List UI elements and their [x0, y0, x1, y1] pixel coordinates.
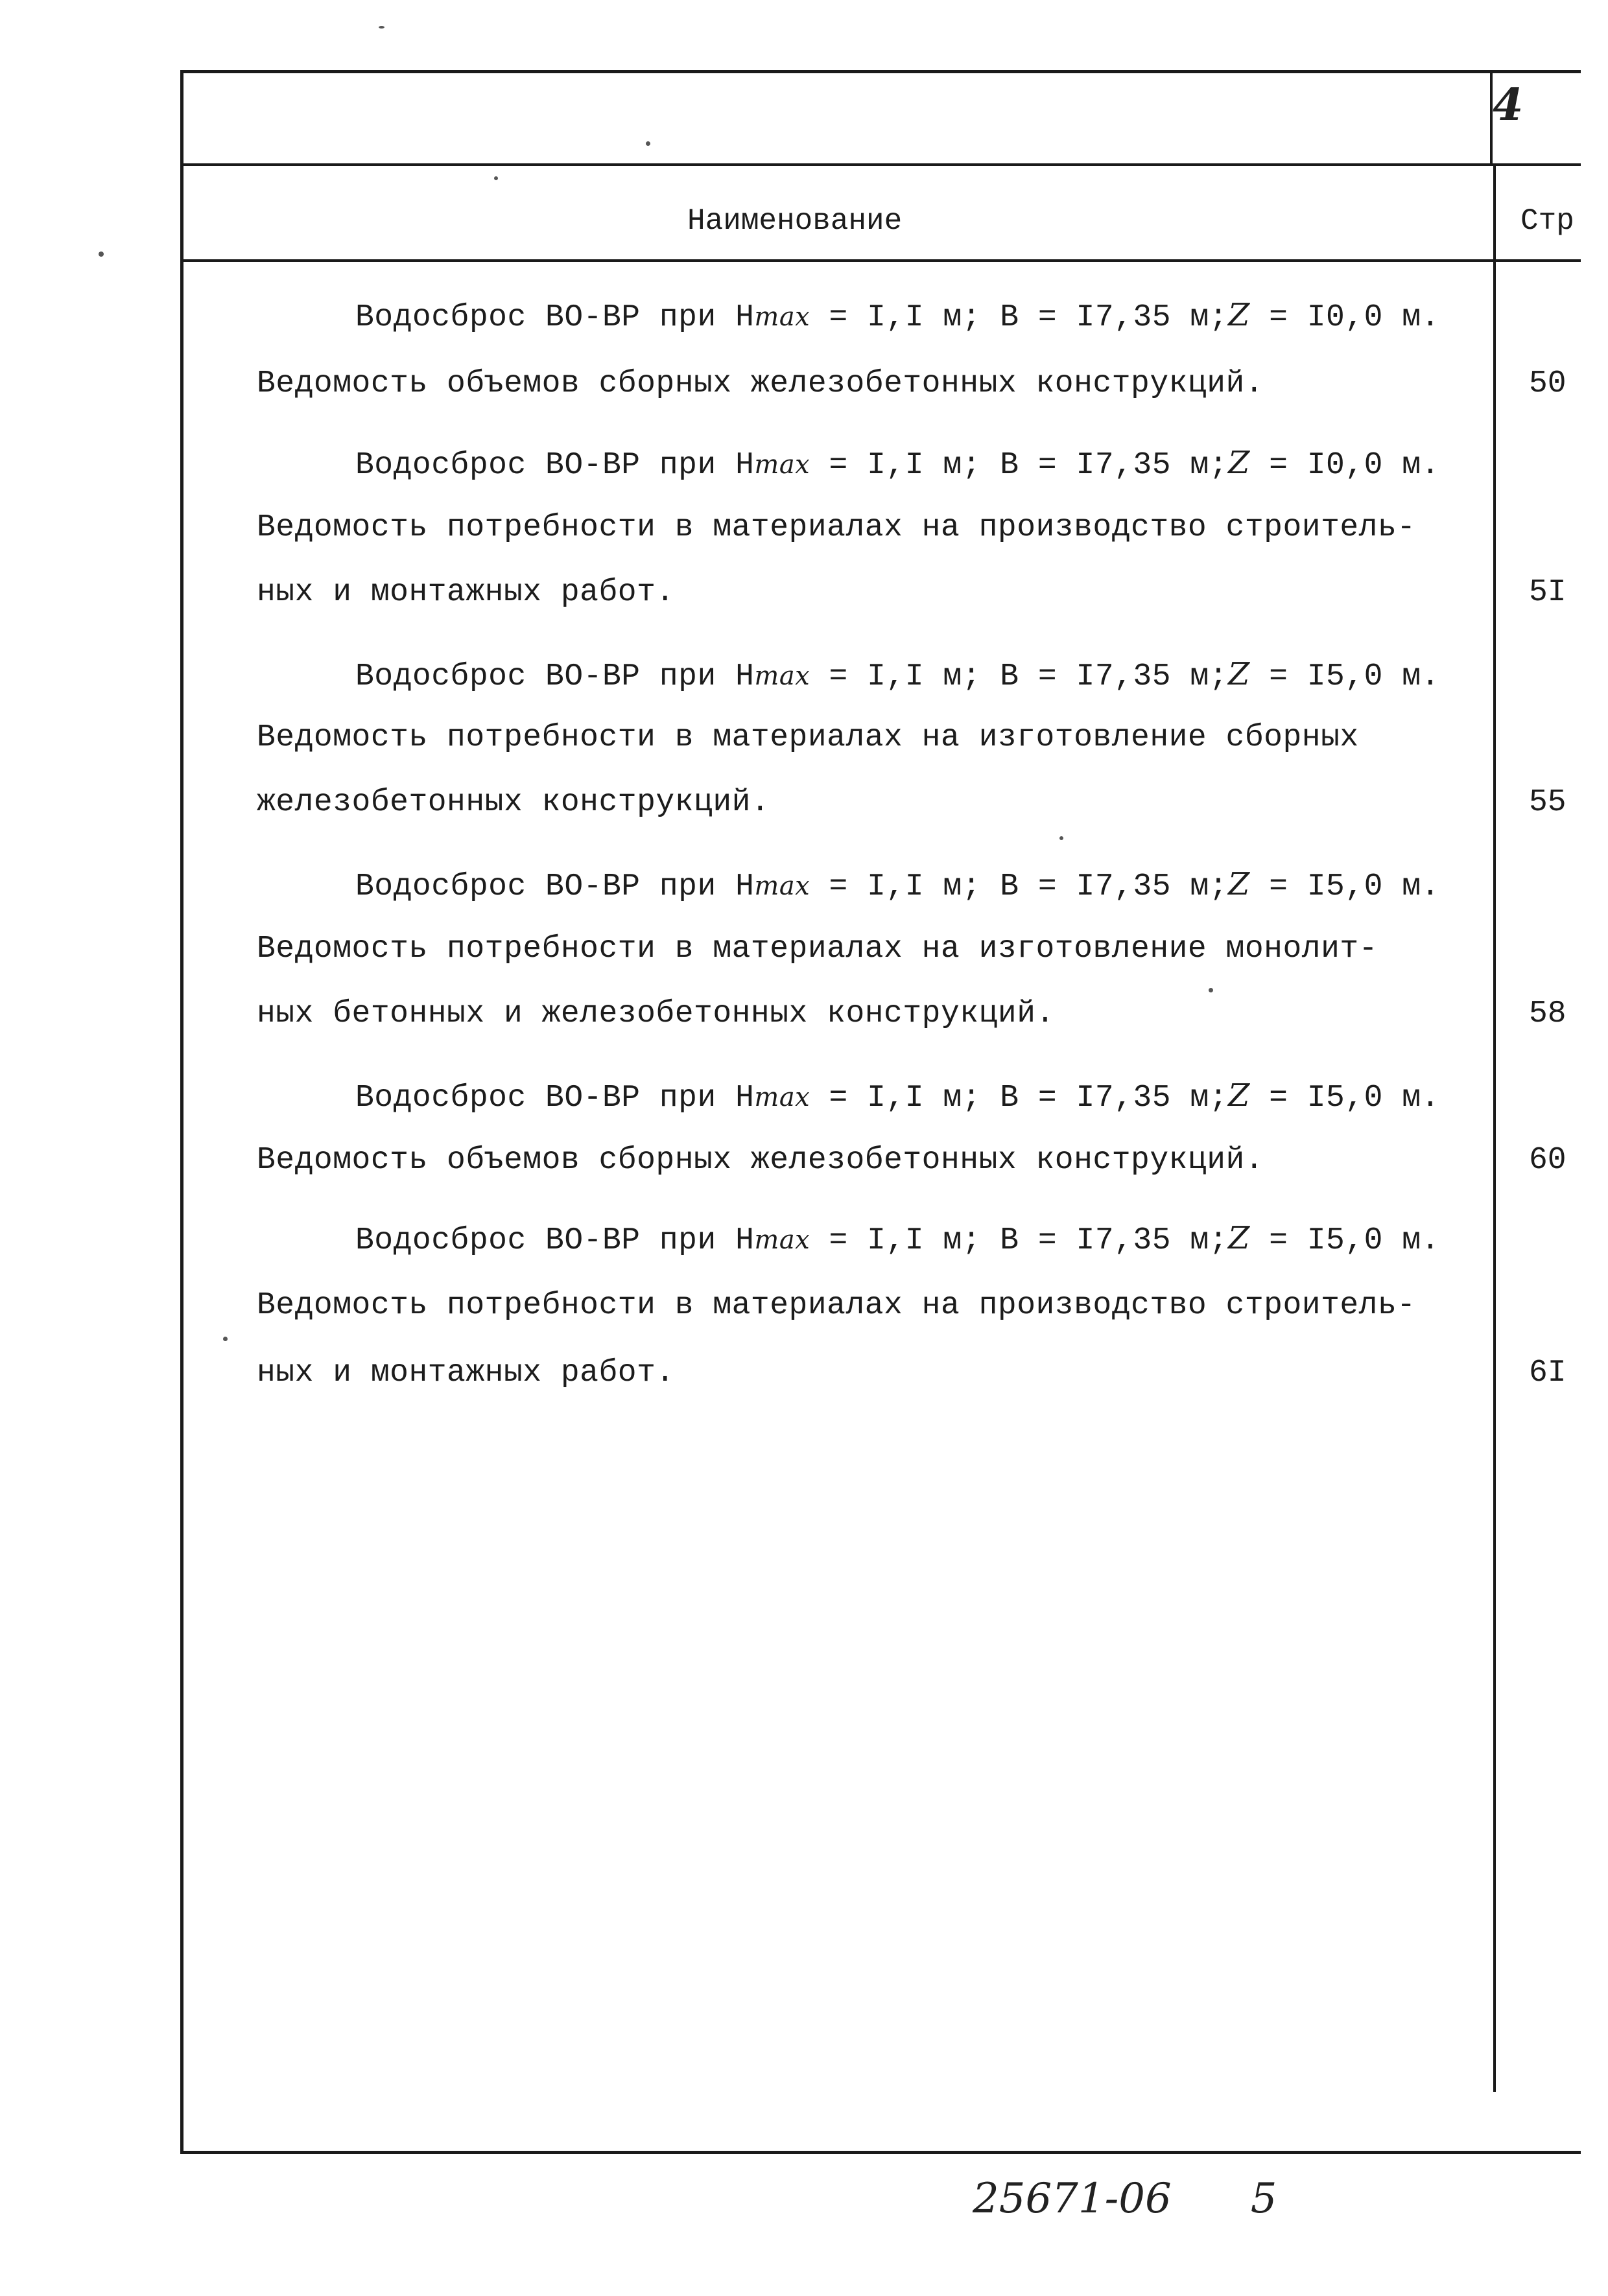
entry-title-line: Водосброс ВО-ВР при Нmax = I,I м; В = I7,35 м;Z = I5,0 м. — [355, 866, 1440, 904]
entry-description-line: Ведомость потребности в материалах на изготовление сборных — [257, 720, 1359, 755]
max-subscript: max — [754, 871, 810, 901]
scan-speck — [379, 26, 384, 29]
entry-page-number: 58 — [1529, 996, 1567, 1031]
entry-description-line: Ведомость потребности в материалах на производство строитель- — [257, 510, 1416, 545]
entry-description-line: железобетонных конструкций. — [257, 785, 770, 820]
z-symbol: Z — [1227, 866, 1250, 902]
entry-description-line: ных и монтажных работ. — [257, 575, 675, 610]
max-subscript: max — [754, 302, 810, 332]
max-subscript: max — [754, 1083, 810, 1112]
column-divider — [1493, 163, 1496, 2092]
entry-description-line: ных и монтажных работ. — [257, 1355, 675, 1390]
entry-title-line: Водосброс ВО-ВР при Нmax = I,I м; В = I7,35 м;Z = I5,0 м. — [355, 1077, 1440, 1116]
entry-page-number: 6I — [1529, 1355, 1567, 1390]
scan-speck — [99, 252, 104, 257]
max-subscript: max — [754, 661, 810, 691]
entry-description-line: Ведомость объемов сборных железобетонных конструкций. — [257, 1143, 1264, 1178]
entry-page-number: 5I — [1529, 575, 1567, 610]
sheet-number: 4 — [1493, 79, 1524, 131]
header-top-rule — [180, 163, 1581, 166]
z-symbol: Z — [1227, 445, 1250, 481]
max-subscript: max — [754, 450, 810, 480]
scan-speck — [223, 1337, 228, 1341]
entry-description-line: ных бетонных и железобетонных конструкций. — [257, 996, 1055, 1031]
scan-speck — [1209, 988, 1213, 992]
entry-page-number: 55 — [1529, 785, 1567, 820]
z-symbol: Z — [1227, 656, 1250, 692]
entry-page-number: 60 — [1529, 1143, 1567, 1178]
column-header-page: Стр — [1520, 206, 1574, 236]
entry-title-line: Водосброс ВО-ВР при Нmax = I,I м; В = I7,35 м;Z = I5,0 м. — [355, 656, 1440, 694]
document-code: 25671-06 5 — [973, 2175, 1277, 2223]
entry-title-line: Водосброс ВО-ВР при Нmax = I,I м; В = I7,35 м;Z = I0,0 м. — [355, 445, 1440, 483]
column-header-name: Наименование — [687, 204, 903, 238]
entry-title-line: Водосброс ВО-ВР при Нmax = I,I м; В = I7,35 м;Z = I0,0 м. — [355, 297, 1440, 335]
entry-description-line: Ведомость потребности в материалах на производство строитель- — [257, 1288, 1416, 1323]
entry-title-line: Водосброс ВО-ВР при Нmax = I,I м; В = I7,35 м;Z = I5,0 м. — [355, 1220, 1440, 1258]
max-subscript: max — [754, 1225, 810, 1255]
entry-description-line: Ведомость потребности в материалах на изготовление монолит- — [257, 931, 1378, 966]
scan-speck — [646, 141, 650, 146]
z-symbol: Z — [1227, 1077, 1250, 1114]
scan-speck — [494, 176, 498, 180]
z-symbol: Z — [1227, 297, 1250, 333]
entry-page-number: 50 — [1529, 366, 1567, 401]
scan-speck — [1059, 836, 1063, 840]
entry-description-line: Ведомость объемов сборных железобетонных конструкций. — [257, 366, 1264, 401]
header-bottom-rule — [180, 259, 1581, 262]
z-symbol: Z — [1227, 1220, 1250, 1256]
footer-page-number: 5 — [1250, 2175, 1277, 2223]
